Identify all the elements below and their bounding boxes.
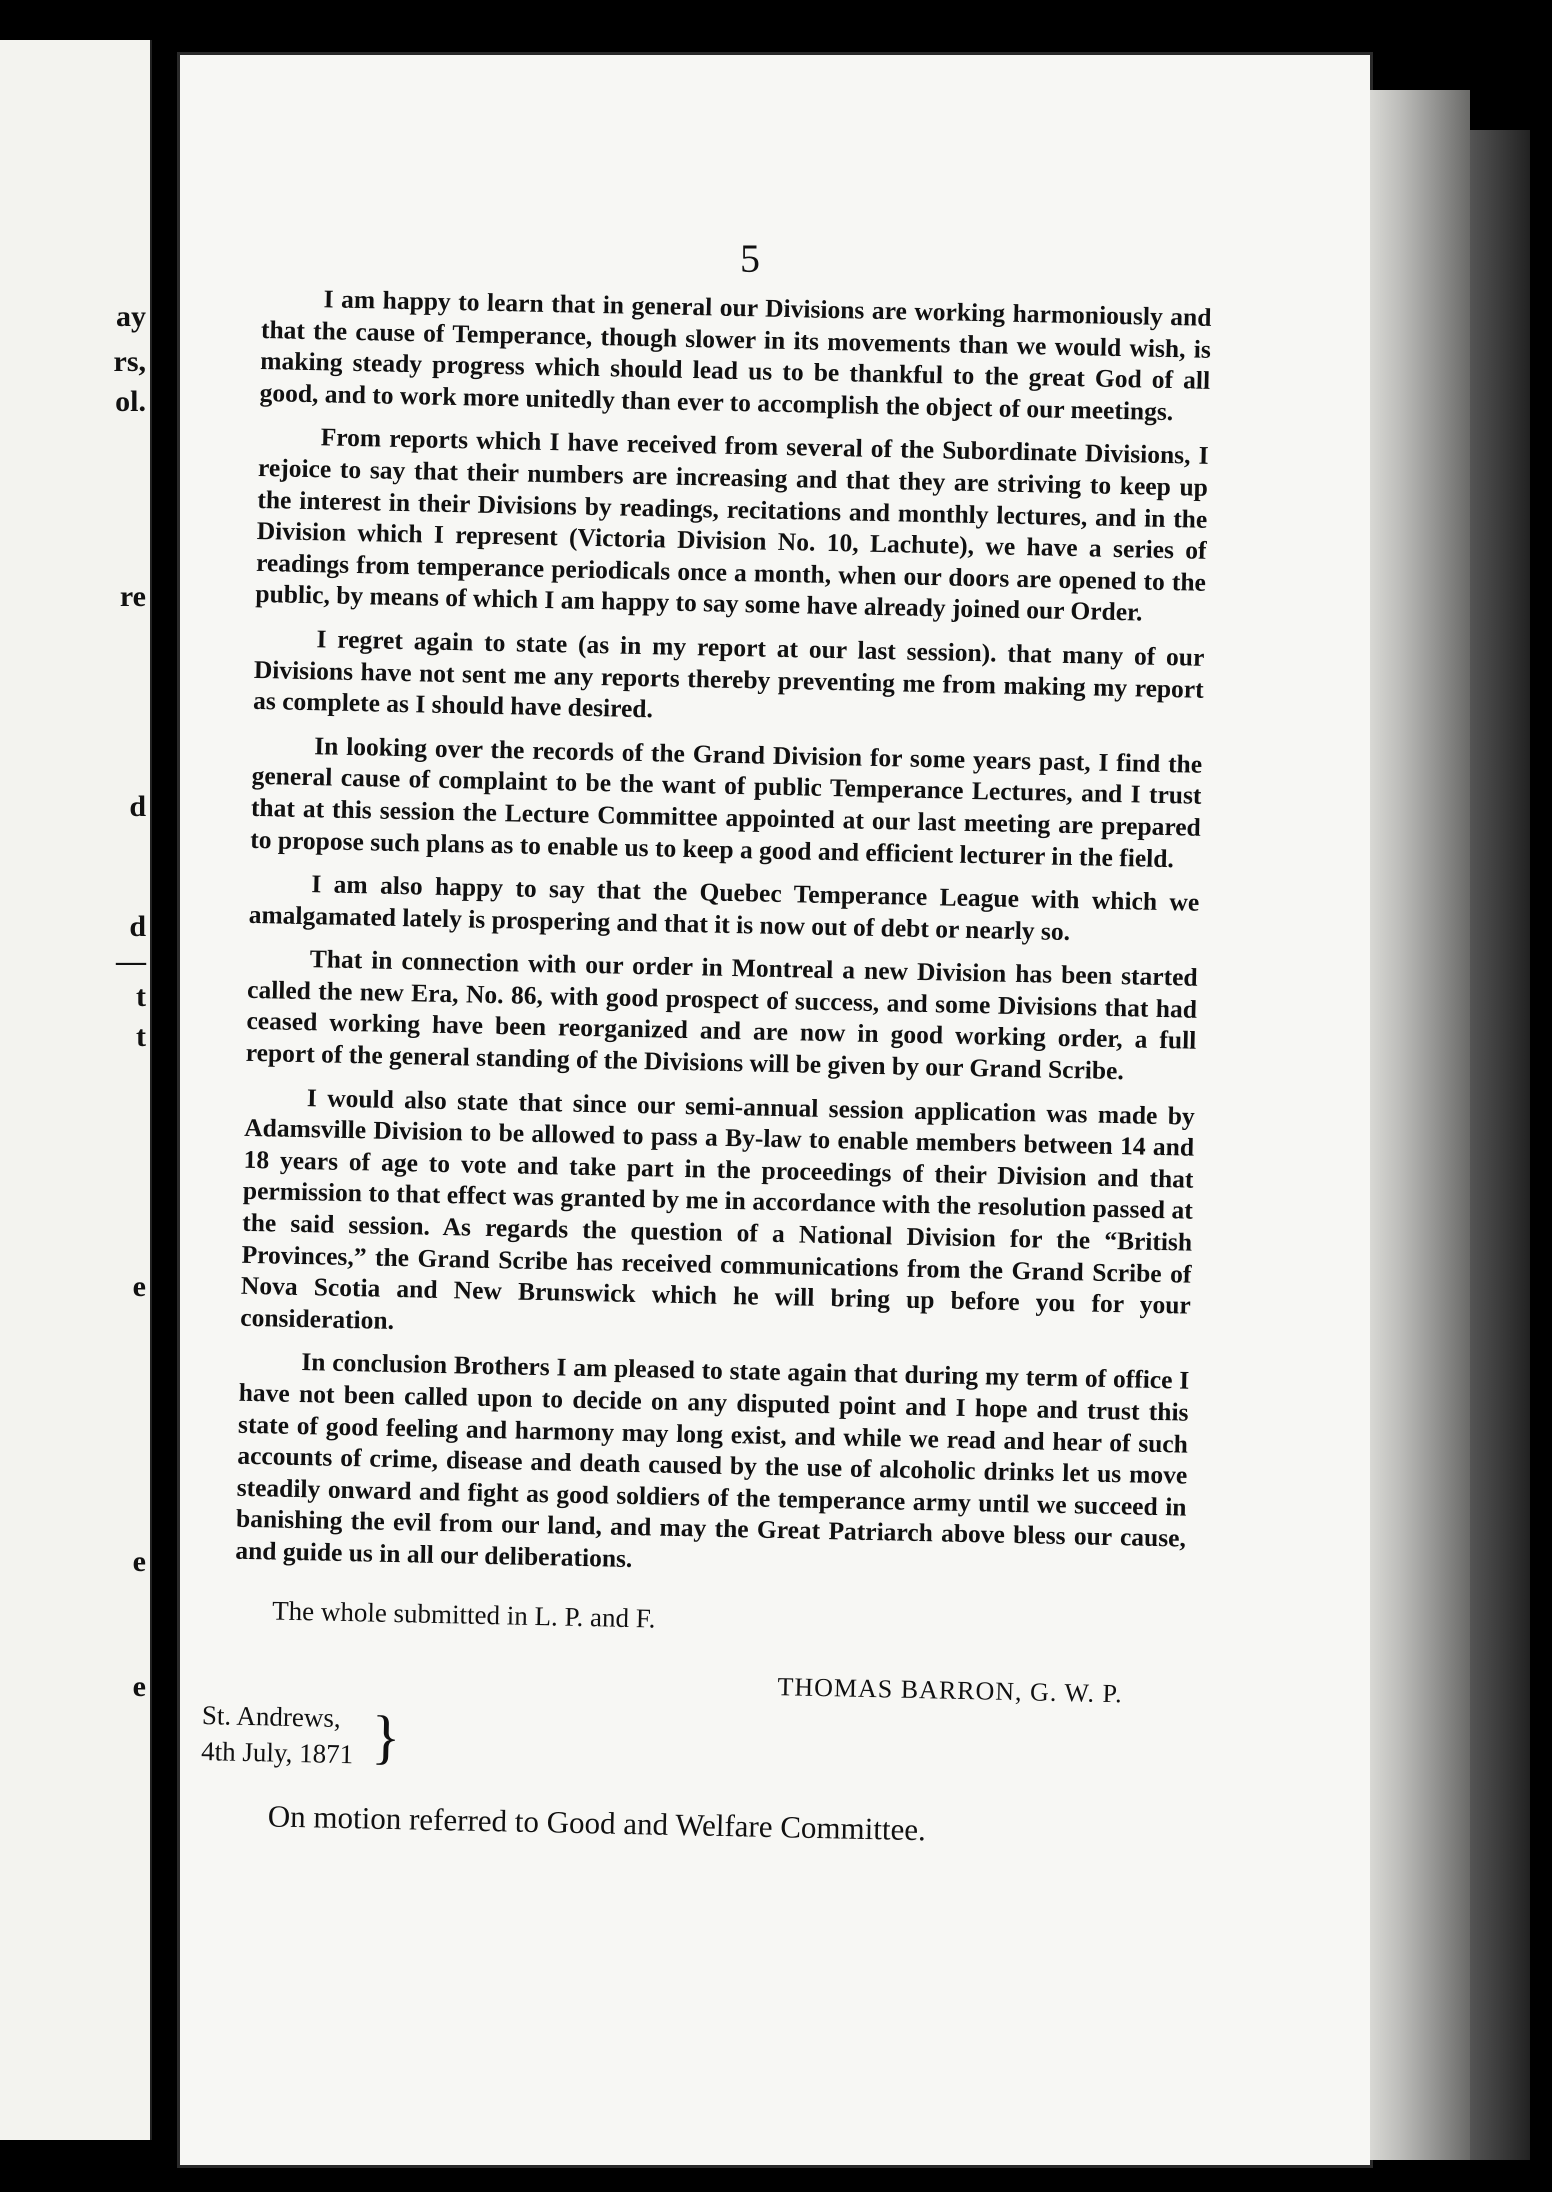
report-body (200, 282, 1212, 1851)
paragraph: I am also happy to say that the Quebec Temperance League with which we amalgamated lately is prospering and that it is now out of debt or nearly so. (248, 869, 1200, 946)
paragraph: In conclusion Brothers I am pleased to state again that during my term of office I have not been called upon to decide on any disputed point and I hope and trust this state of good feeling and harmony may long exist, and while we read and hear of such accounts of crime, disease and death caused by the use of alcoholic drinks let us move steadily onward and fight as good soldiers of the temperance army until we succeed in banishing the evil from our land, and may the Great Patriarch above bless our cause, and guide us in all our deliberations. (235, 1347, 1190, 1574)
page-number: 5 (740, 236, 760, 281)
paragraph: In looking over the records of the Grand Division for some years past, I find the general cause of complaint to be the want of public Temperance Lectures, and I trust that at this session the Lecture Committee appointed at our last meeting are prepared to propose such plans as to enable us to keep a good and efficient lecturer in the field. (250, 730, 1203, 873)
place-date-block (200, 1697, 1182, 1789)
binding-shadow (1470, 130, 1530, 2160)
paragraph: I would also state that since our semi-annual session application was made by Adamsville Division to be allowed to pass a By-law to enable members between 14 and 18 years of age to vote and take part in the proceedings of their Division and that permission to that effect was granted by me in accordance with the resolution passed at the said session. As regards the question of a National Division for the “British Provinces,” the Grand Scribe has received communications from the Grand Scribe of Nova Scotia and New Brunswick which he will bring up before you for your consideration. (240, 1082, 1196, 1335)
paragraph: I regret again to state (as in my report at our last session). that many of our Divisions have not sent me any reports thereby preventing me from making my report as complete as I should have desired. (252, 624, 1205, 724)
left-page-fragment: ay (116, 300, 146, 333)
place: St. Andrews, (201, 1699, 342, 1733)
left-page-fragment: d (129, 910, 146, 943)
paragraph: I am happy to learn that in general our Divisions are working harmoniously and that the cause of Temperance, though slower in its movements than we would wish, is making steady progress which should lead us to be thankful to the great God of all good, and to work more unitedly than ever to accomplish the object of our meetings. (259, 284, 1212, 426)
page-edge (1370, 90, 1470, 2160)
left-page-fragment: e (132, 1545, 146, 1578)
left-page-fragment: re (119, 580, 146, 613)
paragraph: That in connection with our order in Montreal a new Division has been started called the new Era, No. 86, with good prospect of success, and some Divisions that had ceased working have been reorganized and are now in good working order, a full report of the general standing of the Divisions will be given by our Grand Scribe. (245, 944, 1198, 1086)
closing-line: The whole submitted in L. P. and F. (271, 1595, 656, 1634)
motion-line: On motion referred to Good and Welfare Committee. (267, 1798, 927, 1847)
left-page-fragment: — (116, 945, 146, 978)
left-page-fragment: t (136, 1020, 146, 1053)
left-page-fragment: rs, (113, 345, 146, 378)
left-page-fragment: e (132, 1670, 146, 1703)
left-page-fragment: d (129, 790, 146, 823)
date: 4th July, 1871 (200, 1735, 354, 1769)
signature: THOMAS BARRON, G. W. P. (777, 1672, 1123, 1709)
left-page-fragment: ol. (115, 385, 146, 418)
paragraph: From reports which I have received from several of the Subordinate Divisions, I rejoice to say that their numbers are increasing and that they are striving to keep up the interest in their Divisions by readings, recitations and monthly lectures, and in the Division which I represent (Victoria Division No. 10, Lachute), we have a series of readings from temperance periodicals once a month, when our doors are opened to the public, by means of which I am happy to say some have already joined our Order. (255, 422, 1209, 627)
left-facing-page (0, 40, 152, 2140)
left-page-fragment: e (132, 1270, 146, 1303)
brace-mark: } (370, 1703, 402, 1770)
left-page-fragment: t (136, 980, 146, 1013)
